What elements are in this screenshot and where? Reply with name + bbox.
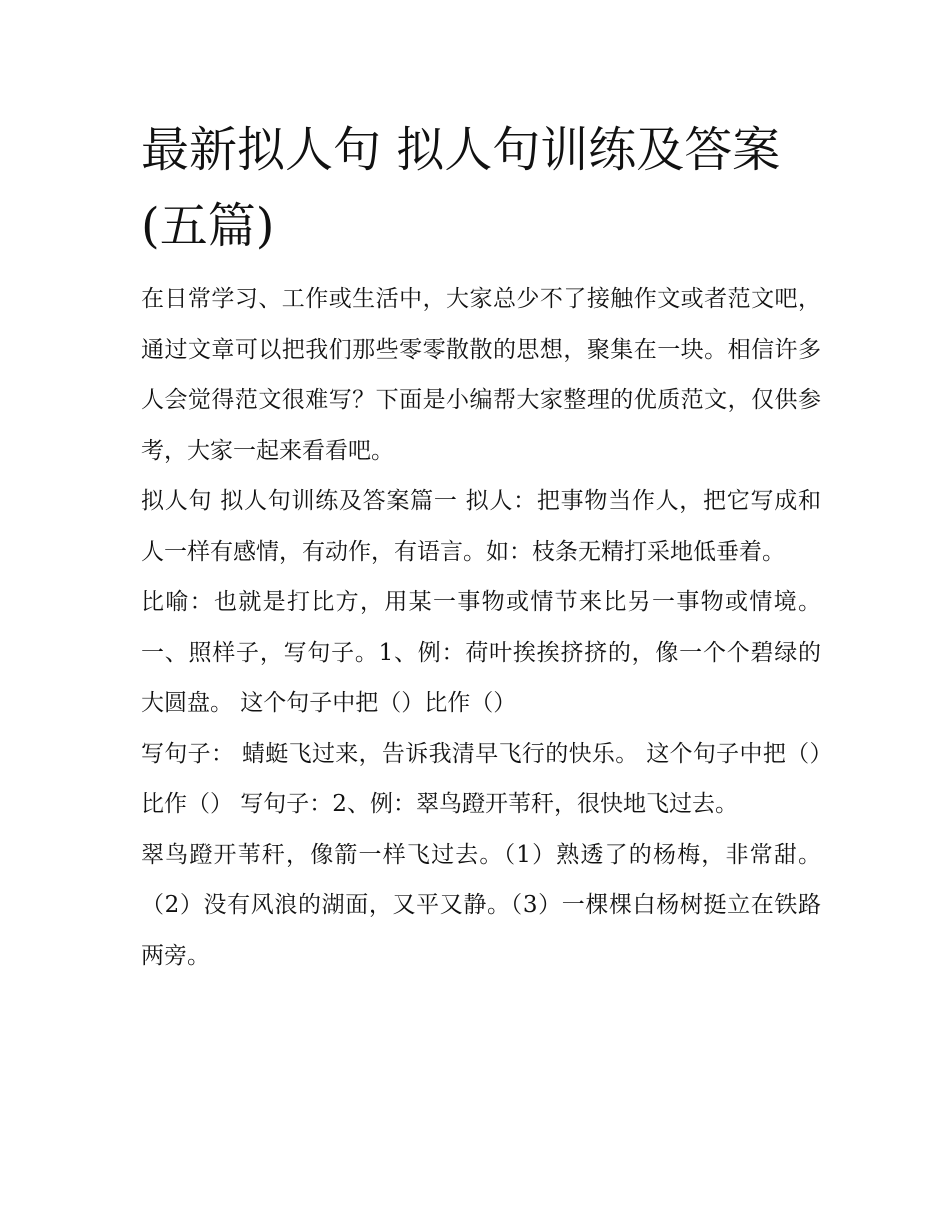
paragraph-exercise-1: 写句子： 蜻蜓飞过来，告诉我清早飞行的快乐。 这个句子中把（）比作（） 写句子：2、例：翠鸟蹬开苇秆，很快地飞过去。 [141,740,821,817]
document-title: 最新拟人句 拟人句训练及答案(五篇) [141,122,781,254]
paragraph-personification: 拟人句 拟人句训练及答案篇一 拟人：把事物当作人，把它写成和人一样有感情，有动作，有语言。如：枝条无精打采地低垂着。 [141,488,821,565]
paragraph-intro: 在日常学习、工作或生活中，大家总少不了接触作文或者范文吧，通过文章可以把我们那些零零散散的思想，聚集在一块。相信许多人会觉得范文很难写？下面是小编帮大家整理的优质范文，仅供参考，大家一起来看看吧。 [141,286,821,464]
paragraph-metaphor: 比喻：也就是打比方，用某一事物或情节来比另一事物或情境。 一、照样子，写句子。1、例：荷叶挨挨挤挤的，像一个个碧绿的大圆盘。 这个句子中把（）比作（） [141,589,821,716]
document-page [141,112,821,981]
paragraph-exercise-2: 翠鸟蹬开苇秆，像箭一样飞过去。（1）熟透了的杨梅，非常甜。（2）没有风浪的湖面，又平又静。（3）一棵棵白杨树挺立在铁路两旁。 [141,841,821,969]
